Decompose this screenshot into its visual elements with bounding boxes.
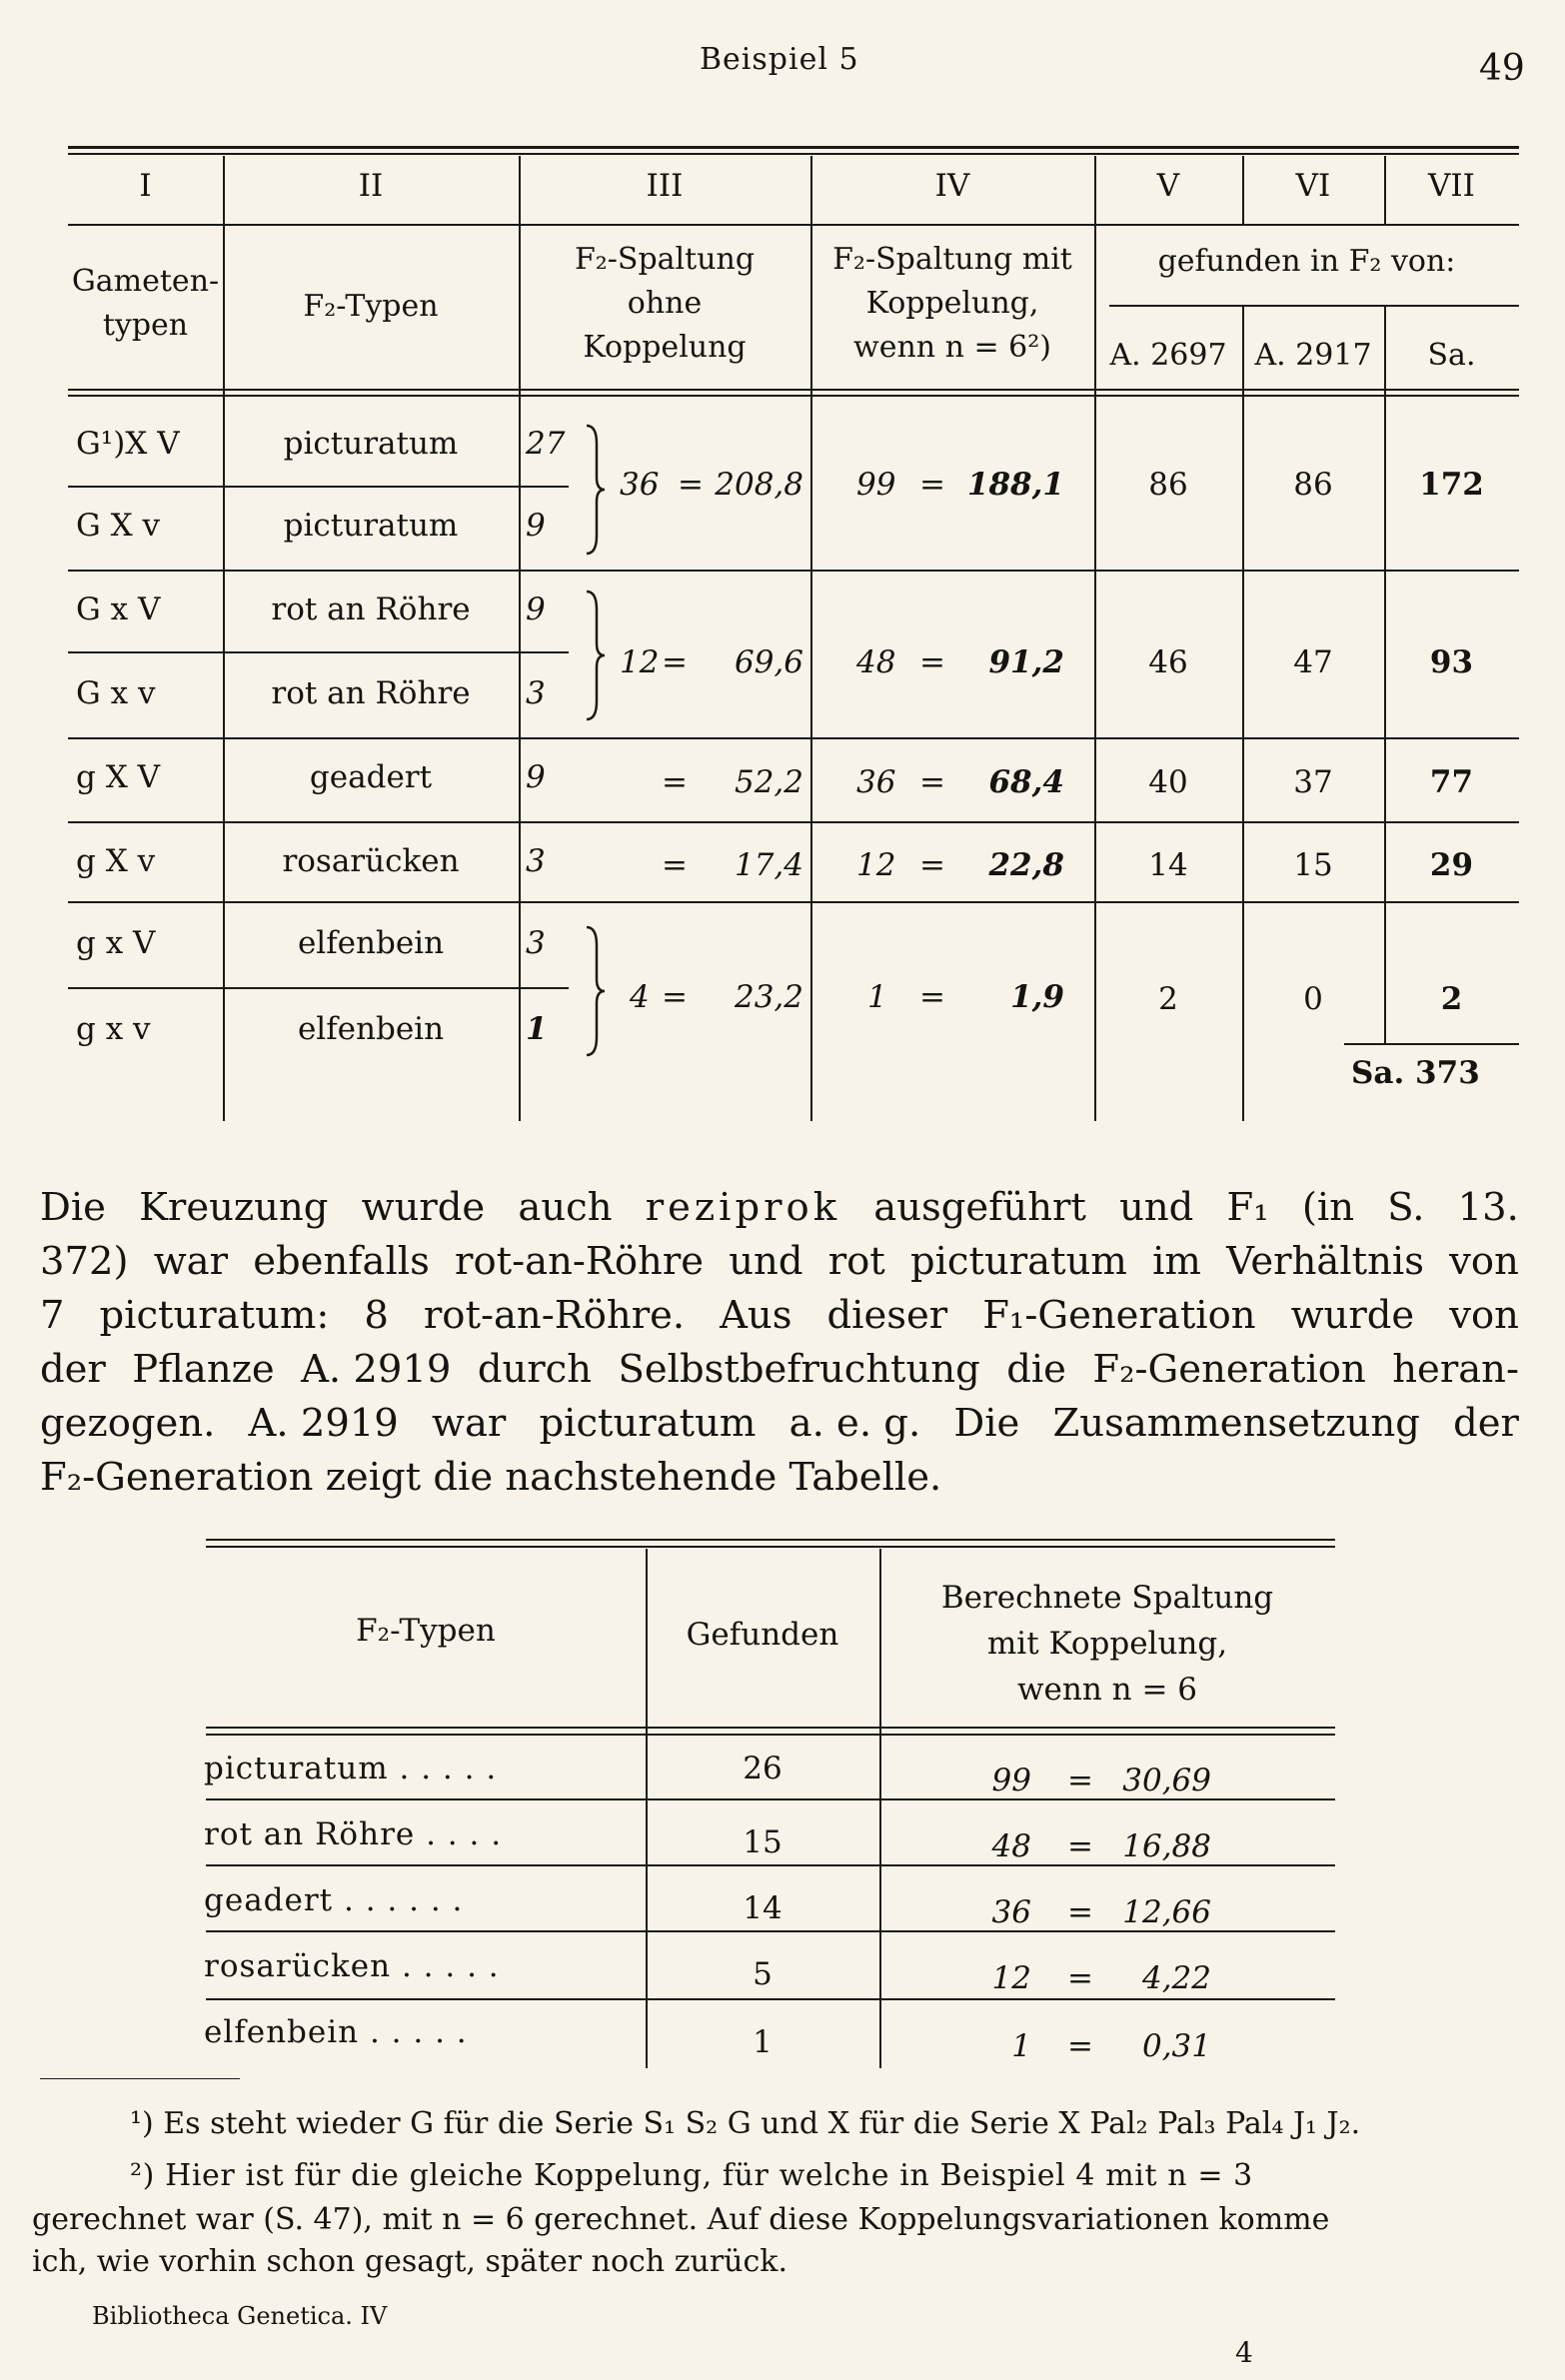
t2-calc-count: 99 bbox=[991, 1763, 1031, 1798]
header-line: Gameten- bbox=[71, 264, 220, 299]
sum-cell: 2 bbox=[1440, 981, 1463, 1017]
word: heran- bbox=[1392, 1347, 1519, 1392]
link-value: 188,1 bbox=[966, 467, 1064, 503]
table2-header-rule bbox=[206, 1727, 1335, 1729]
group-rule bbox=[68, 901, 1519, 903]
col-numeral-7: VII bbox=[1428, 168, 1475, 204]
group-rule bbox=[68, 821, 1519, 823]
ratio-cell: 9 bbox=[526, 759, 546, 795]
header-line: Koppelung bbox=[583, 330, 747, 365]
word: 8 bbox=[364, 1293, 389, 1338]
sum-cell: 29 bbox=[1429, 847, 1474, 883]
t2-calc-value: 30,69 bbox=[1122, 1763, 1211, 1798]
grand-total: Sa. 373 bbox=[1351, 1055, 1480, 1091]
equals-sign: = bbox=[678, 467, 704, 503]
word: war bbox=[153, 1239, 229, 1284]
type-cell: elfenbein bbox=[297, 1011, 445, 1047]
t2-header-calculated bbox=[879, 1575, 1335, 1713]
equals-sign: = bbox=[919, 467, 945, 503]
a2697-cell: 14 bbox=[1148, 847, 1188, 883]
type-cell: picturatum bbox=[283, 508, 459, 544]
equals-sign: = bbox=[662, 764, 688, 800]
word: Kreuzung bbox=[139, 1185, 329, 1230]
word: Selbstbefruchtung bbox=[618, 1347, 980, 1392]
word: picturatum: bbox=[99, 1293, 330, 1338]
gamete-cell: g X V bbox=[76, 759, 161, 795]
gamete-cell: G x v bbox=[76, 675, 156, 711]
footnote-rule bbox=[40, 2078, 240, 2079]
header-line: mit Koppelung, bbox=[986, 1626, 1228, 1662]
table1-numeral-rule bbox=[68, 224, 1519, 226]
a2697-cell: 2 bbox=[1158, 981, 1178, 1017]
ratio-cell: 1 bbox=[526, 1011, 548, 1047]
no-link-value: 52,2 bbox=[734, 764, 803, 800]
word: F₂-Generation bbox=[1092, 1347, 1366, 1392]
word: S. bbox=[1387, 1185, 1425, 1230]
link-value: 68,4 bbox=[988, 764, 1064, 800]
running-head: Beispiel 5 bbox=[700, 42, 859, 77]
header-line: wenn n = 6²) bbox=[853, 330, 1051, 365]
header-line: Koppelung, bbox=[865, 286, 1039, 321]
header-line: F₂-Spaltung bbox=[574, 242, 756, 277]
gamete-cell: G X v bbox=[76, 508, 161, 544]
body-paragraph bbox=[40, 1181, 1519, 1505]
sum-cell: 77 bbox=[1429, 764, 1474, 800]
row-rule bbox=[68, 486, 223, 488]
equals-sign: = bbox=[919, 979, 945, 1015]
t2-type-cell: picturatum . . . . . bbox=[204, 1751, 498, 1786]
header-line: F₂-Spaltung mit bbox=[832, 242, 1072, 277]
row-rule bbox=[206, 1798, 1335, 1800]
row-rule bbox=[68, 651, 223, 653]
group-rule bbox=[68, 570, 1519, 572]
word: und bbox=[1119, 1185, 1194, 1230]
word: wurde bbox=[1290, 1293, 1415, 1338]
t2-found-cell: 14 bbox=[743, 1890, 782, 1926]
header-line: wenn n = 6 bbox=[1016, 1672, 1198, 1708]
equals-sign: = bbox=[662, 644, 688, 680]
type-cell: rot an Röhre bbox=[271, 675, 471, 711]
t2-calc-count: 12 bbox=[991, 1960, 1031, 1996]
col-numeral-4: IV bbox=[934, 168, 970, 204]
total-rule bbox=[1344, 1043, 1519, 1045]
a2917-cell: 15 bbox=[1293, 847, 1333, 883]
a2917-cell: 47 bbox=[1293, 644, 1333, 680]
link-value: 1,9 bbox=[1010, 979, 1064, 1015]
t2-type-cell: elfenbein . . . . . bbox=[204, 2014, 468, 2050]
header-with-linkage bbox=[810, 238, 1094, 370]
equals-sign: = bbox=[1067, 1828, 1093, 1864]
equals-sign: = bbox=[919, 847, 945, 883]
table2-top-rule-2 bbox=[206, 1546, 1335, 1548]
type-cell: rosarücken bbox=[282, 843, 460, 879]
t2-found-cell: 1 bbox=[753, 2024, 773, 2060]
word: der bbox=[1453, 1401, 1519, 1446]
table1-header-rule-2 bbox=[68, 395, 1519, 397]
word: a. e. g. bbox=[788, 1401, 921, 1446]
ratio-cell: 3 bbox=[526, 843, 546, 879]
word: Die bbox=[40, 1185, 106, 1230]
t2-type-cell: rot an Röhre . . . . bbox=[204, 1816, 503, 1852]
a2697-cell: 86 bbox=[1148, 467, 1188, 503]
word-spaced: reziprok bbox=[645, 1185, 841, 1230]
word: durch bbox=[477, 1347, 593, 1392]
table1-top-rule bbox=[68, 146, 1519, 149]
link-count: 48 bbox=[856, 644, 896, 680]
a2697-cell: 40 bbox=[1148, 764, 1188, 800]
equals-sign: = bbox=[662, 847, 688, 883]
word: wurde bbox=[361, 1185, 486, 1230]
t2-found-cell: 5 bbox=[753, 1956, 773, 1992]
table1-found-subrule bbox=[1109, 305, 1519, 307]
a2917-cell: 0 bbox=[1303, 981, 1323, 1017]
ratio-cell: 27 bbox=[526, 426, 566, 462]
brace-icon bbox=[583, 422, 607, 558]
word: und bbox=[729, 1239, 803, 1284]
row-rule bbox=[223, 651, 519, 653]
no-link-value: 23,2 bbox=[734, 979, 803, 1015]
row-rule bbox=[206, 1864, 1335, 1866]
word: F₂-Generation zeigt die nachstehende Tabelle. bbox=[40, 1455, 942, 1500]
a2917-cell: 86 bbox=[1293, 467, 1333, 503]
row-rule bbox=[223, 486, 519, 488]
no-link-value: 17,4 bbox=[734, 847, 803, 883]
equals-sign: = bbox=[919, 764, 945, 800]
gamete-cell: g x v bbox=[76, 1011, 151, 1047]
t2-calc-value: 16,88 bbox=[1122, 1828, 1211, 1864]
brace-icon bbox=[583, 923, 607, 1059]
row-rule bbox=[68, 987, 223, 989]
link-count: 12 bbox=[856, 847, 896, 883]
header-gamete-types bbox=[68, 260, 223, 348]
brace-icon bbox=[583, 588, 607, 723]
row-rule bbox=[519, 486, 569, 488]
word: ausgeführt bbox=[873, 1185, 1086, 1230]
link-count: 36 bbox=[856, 764, 896, 800]
no-link-count: 36 bbox=[620, 467, 660, 503]
no-link-value: 208,8 bbox=[715, 467, 803, 503]
ratio-cell: 3 bbox=[526, 925, 546, 961]
header-found-group: gefunden in F₂ von: bbox=[1157, 244, 1456, 279]
word: Zusammensetzung bbox=[1052, 1401, 1420, 1446]
word: rot-an-Röhre. bbox=[423, 1293, 686, 1338]
col-numeral-3: III bbox=[646, 168, 684, 204]
row-rule bbox=[206, 1998, 1335, 2000]
paragraph-line bbox=[40, 1343, 1519, 1397]
word: Pflanze bbox=[132, 1347, 275, 1392]
header-a2697: A. 2697 bbox=[1109, 338, 1227, 373]
row-rule bbox=[519, 987, 569, 989]
word: dieser bbox=[826, 1293, 948, 1338]
sum-cell: 172 bbox=[1419, 467, 1484, 503]
row-rule bbox=[206, 1930, 1335, 1932]
word: picturatum bbox=[539, 1401, 757, 1446]
word: gezogen. bbox=[40, 1401, 216, 1446]
word: die bbox=[1006, 1347, 1066, 1392]
equals-sign: = bbox=[919, 644, 945, 680]
col-numeral-2: II bbox=[358, 168, 384, 204]
row-rule bbox=[223, 987, 519, 989]
gamete-cell: G¹)X V bbox=[76, 426, 180, 462]
group-rule bbox=[68, 737, 1519, 739]
t2-found-cell: 15 bbox=[743, 1824, 782, 1860]
word: F₁-Generation bbox=[982, 1293, 1256, 1338]
type-cell: geadert bbox=[309, 759, 433, 795]
header-a2917: A. 2917 bbox=[1254, 338, 1372, 373]
footnote-2-line-2: gerechnet war (S. 47), mit n = 6 gerechnet. Auf diese Koppelungsvariationen komme bbox=[32, 2202, 1330, 2237]
ratio-cell: 9 bbox=[526, 508, 546, 544]
t2-calc-value: 4,22 bbox=[1141, 1960, 1211, 1996]
t2-found-cell: 26 bbox=[743, 1751, 782, 1786]
word: F₁ bbox=[1226, 1185, 1269, 1230]
word: ebenfalls bbox=[253, 1239, 430, 1284]
word: war bbox=[432, 1401, 507, 1446]
t2-type-cell: rosarücken . . . . . bbox=[204, 1948, 500, 1984]
paragraph-line bbox=[40, 1181, 1519, 1235]
type-cell: rot an Röhre bbox=[271, 592, 471, 627]
t2-calc-count: 36 bbox=[991, 1894, 1031, 1930]
t2-header-types: F₂-Typen bbox=[356, 1613, 496, 1649]
word: der bbox=[40, 1347, 106, 1392]
page-number: 49 bbox=[1479, 48, 1525, 89]
footnote-2-line-1: ²) Hier ist für die gleiche Koppelung, für welche in Beispiel 4 mit n = 3 bbox=[130, 2158, 1253, 2193]
header-line: ohne bbox=[627, 286, 703, 321]
word: von bbox=[1449, 1293, 1519, 1338]
paragraph-line bbox=[40, 1451, 1519, 1505]
table2-top-rule bbox=[206, 1539, 1335, 1541]
ratio-cell: 3 bbox=[526, 675, 546, 711]
word: 372) bbox=[40, 1239, 129, 1284]
t2-calc-value: 12,66 bbox=[1122, 1894, 1211, 1930]
no-link-value: 69,6 bbox=[734, 644, 803, 680]
equals-sign: = bbox=[1067, 1763, 1093, 1798]
table1-header-rule bbox=[68, 389, 1519, 391]
word: (in bbox=[1301, 1185, 1354, 1230]
a2697-cell: 46 bbox=[1148, 644, 1188, 680]
word: rot bbox=[827, 1239, 885, 1284]
t2-header-found: Gefunden bbox=[686, 1617, 839, 1653]
link-count: 1 bbox=[867, 979, 887, 1015]
word: Aus bbox=[720, 1293, 792, 1338]
word: A. 2919 bbox=[301, 1347, 452, 1392]
table2-header-rule-2 bbox=[206, 1734, 1335, 1736]
word: rot-an-Röhre bbox=[455, 1239, 705, 1284]
t2-calc-count: 1 bbox=[1011, 2028, 1031, 2064]
t2-calc-value: 0,31 bbox=[1141, 2028, 1211, 2064]
equals-sign: = bbox=[1067, 1894, 1093, 1930]
ratio-cell: 9 bbox=[526, 592, 546, 627]
word: auch bbox=[518, 1185, 613, 1230]
header-line: typen bbox=[102, 308, 189, 343]
word: 13. bbox=[1457, 1185, 1519, 1230]
paragraph-line bbox=[40, 1397, 1519, 1451]
gamete-cell: g x V bbox=[76, 925, 156, 961]
header-f2-types: F₂-Typen bbox=[303, 289, 439, 324]
col-numeral-5: V bbox=[1156, 168, 1180, 204]
signature-mark: 4 bbox=[1235, 2336, 1253, 2369]
gamete-cell: g X v bbox=[76, 843, 156, 879]
word: Die bbox=[953, 1401, 1020, 1446]
type-cell: elfenbein bbox=[297, 925, 445, 961]
word: Verhältnis bbox=[1226, 1239, 1424, 1284]
link-value: 91,2 bbox=[988, 644, 1064, 680]
series-title: Bibliotheca Genetica. IV bbox=[92, 2302, 388, 2330]
gamete-cell: G x V bbox=[76, 592, 161, 627]
row-rule bbox=[519, 651, 569, 653]
paragraph-line bbox=[40, 1289, 1519, 1343]
sum-cell: 93 bbox=[1429, 644, 1474, 680]
equals-sign: = bbox=[1067, 2028, 1093, 2064]
header-line: Berechnete Spaltung bbox=[940, 1580, 1274, 1616]
word: picturatum bbox=[909, 1239, 1127, 1284]
footnote-1: ¹) Es steht wieder G für die Serie S₁ S₂ G und X für die Serie X Pal₂ Pal₃ Pal₄ J₁ J₂. bbox=[130, 2106, 1361, 2141]
word: im bbox=[1152, 1239, 1201, 1284]
t2-type-cell: geadert . . . . . . bbox=[204, 1882, 464, 1918]
word: von bbox=[1449, 1239, 1519, 1284]
footnote-2-line-3: ich, wie vorhin schon gesagt, später noch zurück. bbox=[32, 2244, 788, 2279]
header-no-linkage bbox=[519, 238, 810, 370]
col-rule bbox=[1094, 156, 1096, 1121]
col-numeral-1: I bbox=[139, 168, 152, 204]
word: A. 2919 bbox=[248, 1401, 399, 1446]
no-link-count: 12 bbox=[620, 644, 660, 680]
t2-calc-count: 48 bbox=[991, 1828, 1031, 1864]
word: 7 bbox=[40, 1293, 65, 1338]
header-sum: Sa. bbox=[1427, 338, 1476, 373]
paragraph-line bbox=[40, 1235, 1519, 1289]
table1-top-rule-2 bbox=[68, 153, 1519, 155]
type-cell: picturatum bbox=[283, 426, 459, 462]
equals-sign: = bbox=[662, 979, 688, 1015]
no-link-count: 4 bbox=[630, 979, 650, 1015]
equals-sign: = bbox=[1067, 1960, 1093, 1996]
link-count: 99 bbox=[856, 467, 896, 503]
link-value: 22,8 bbox=[988, 847, 1064, 883]
a2917-cell: 37 bbox=[1293, 764, 1333, 800]
col-numeral-6: VI bbox=[1295, 168, 1331, 204]
